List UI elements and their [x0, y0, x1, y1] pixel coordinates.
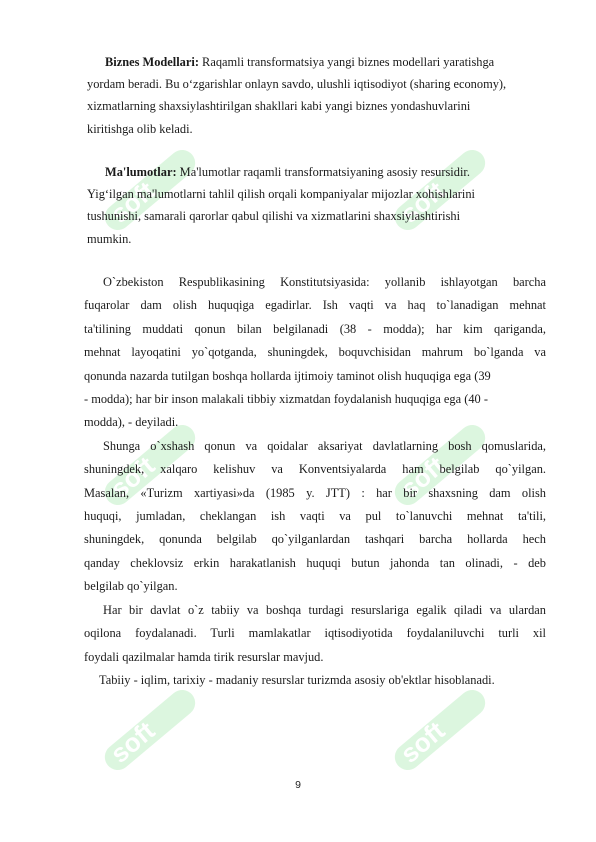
paragraph-line: yordam beradi. Bu o‘zgarishlar onlayn savdo, ulushli iqtisodiyot (sharing economy), [87, 77, 507, 92]
paragraph-line: mumkin. [87, 231, 132, 246]
svg-text:soft: soft [394, 450, 451, 504]
svg-text:soft: soft [104, 450, 161, 504]
paragraph-line: fuqarolar dam olish huquqiga egadirlar. Ish vaqti va haq to`lanadigan mehnat [84, 298, 546, 313]
paragraph-line: tushunishi, samarali qarorlar qabul qilishi va xizmatlarini shaxsiylashtirishi [87, 209, 461, 224]
paragraph-first-line [87, 161, 562, 183]
svg-text:soft: soft [104, 175, 161, 229]
paragraph-line: huquqi, jumladan, cheklangan ish vaqti va pul to`lanuvchi mehnat ta'tili, [84, 509, 546, 524]
main-body-text [84, 271, 546, 692]
paragraph-line: qanday cheklovsiz erkin harakatlanish huquqi butun jahonda tan olinadi, - deb [84, 555, 546, 570]
business-models-heading: Biznes Modellari: [105, 55, 199, 69]
svg-text:soft: soft [394, 175, 451, 229]
paragraph-line: kiritishga olib keladi. [87, 121, 193, 136]
page-number: 9 [295, 779, 301, 791]
paragraph-line: Masalan, «Turizm xartiyasi»da (1985 y. JTT) : har bir shaxsning dam olish [84, 485, 546, 500]
paragraph-line: Tabiiy - iqlim, tarixiy - madaniy resurslar turizmda asosiy ob'ektlar hisoblanadi. [99, 672, 495, 687]
paragraph-line: qonunda nazarda tutilgan boshqa hollarda ijtimoiy taminot olish huquqiga ega (39 [84, 368, 491, 383]
paragraph-line: Har bir davlat o`z tabiiy va boshqa turdagi resurslariga egalik qiladi va ulardan [103, 602, 546, 617]
business-models-paragraph [87, 51, 562, 140]
paragraph-line: mehnat layoqatini yo`qotganda, shuningdek, boquvchisidan mahrum bo`lganda va [84, 345, 546, 360]
paragraph-text: Ma'lumotlar raqamli transformatsiyaning asosiy resursidir. [176, 165, 470, 179]
paragraph-line: Shunga o`xshash qonun va qoidalar aksariyat davlatlarning bosh qomuslarida, [103, 438, 546, 453]
paragraph-line: foydali qazilmalar hamda tirik resurslar mavjud. [84, 649, 324, 664]
svg-text:soft: soft [104, 715, 161, 769]
svg-text:soft: soft [394, 715, 451, 769]
paragraph-first-line [87, 51, 562, 73]
paragraph-line: O`zbekiston Respublikasining Konstitutsiyasida: yollanib ishlayotgan barcha [103, 275, 546, 289]
paragraph-line: - modda); har bir inson malakali tibbiy xizmatdan foydalanish huquqiga ega (40 - [84, 392, 488, 407]
paragraph-line: ta'tilining muddati qonun bilan belgilanadi (38 - modda); har kim qariganda, [84, 321, 546, 336]
paragraph-line: xizmatlarning shaxsiylashtirilgan shakllari kabi yangi biznes yondashuvlarini [87, 99, 471, 114]
paragraph-line: belgilab qo`yilgan. [84, 579, 178, 594]
data-heading: Ma'lumotlar: [105, 165, 177, 179]
data-paragraph [87, 161, 562, 250]
paragraph-text: Raqamli transformatsiya yangi biznes modellari yaratishga [198, 55, 495, 69]
paragraph-line: modda), - deyiladi. [84, 415, 179, 430]
paragraph-line: Yig‘ilgan ma'lumotlarni tahlil qilish orqali kompaniyalar mijozlar xohishlarini [87, 187, 475, 202]
paragraph-line: shuningdek, qonunda belgilab qo`yilganlardan tashqari barcha hollarda hech [84, 532, 546, 547]
paragraph-line: oqilona foydalanadi. Turli mamlakatlar iqtisodiyotida foydalaniluvchi turli xil [84, 626, 546, 641]
paragraph-line: shuningdek, xalqaro kelishuv va Konventsiyalarda ham belgilab qo`yilgan. [84, 462, 546, 477]
